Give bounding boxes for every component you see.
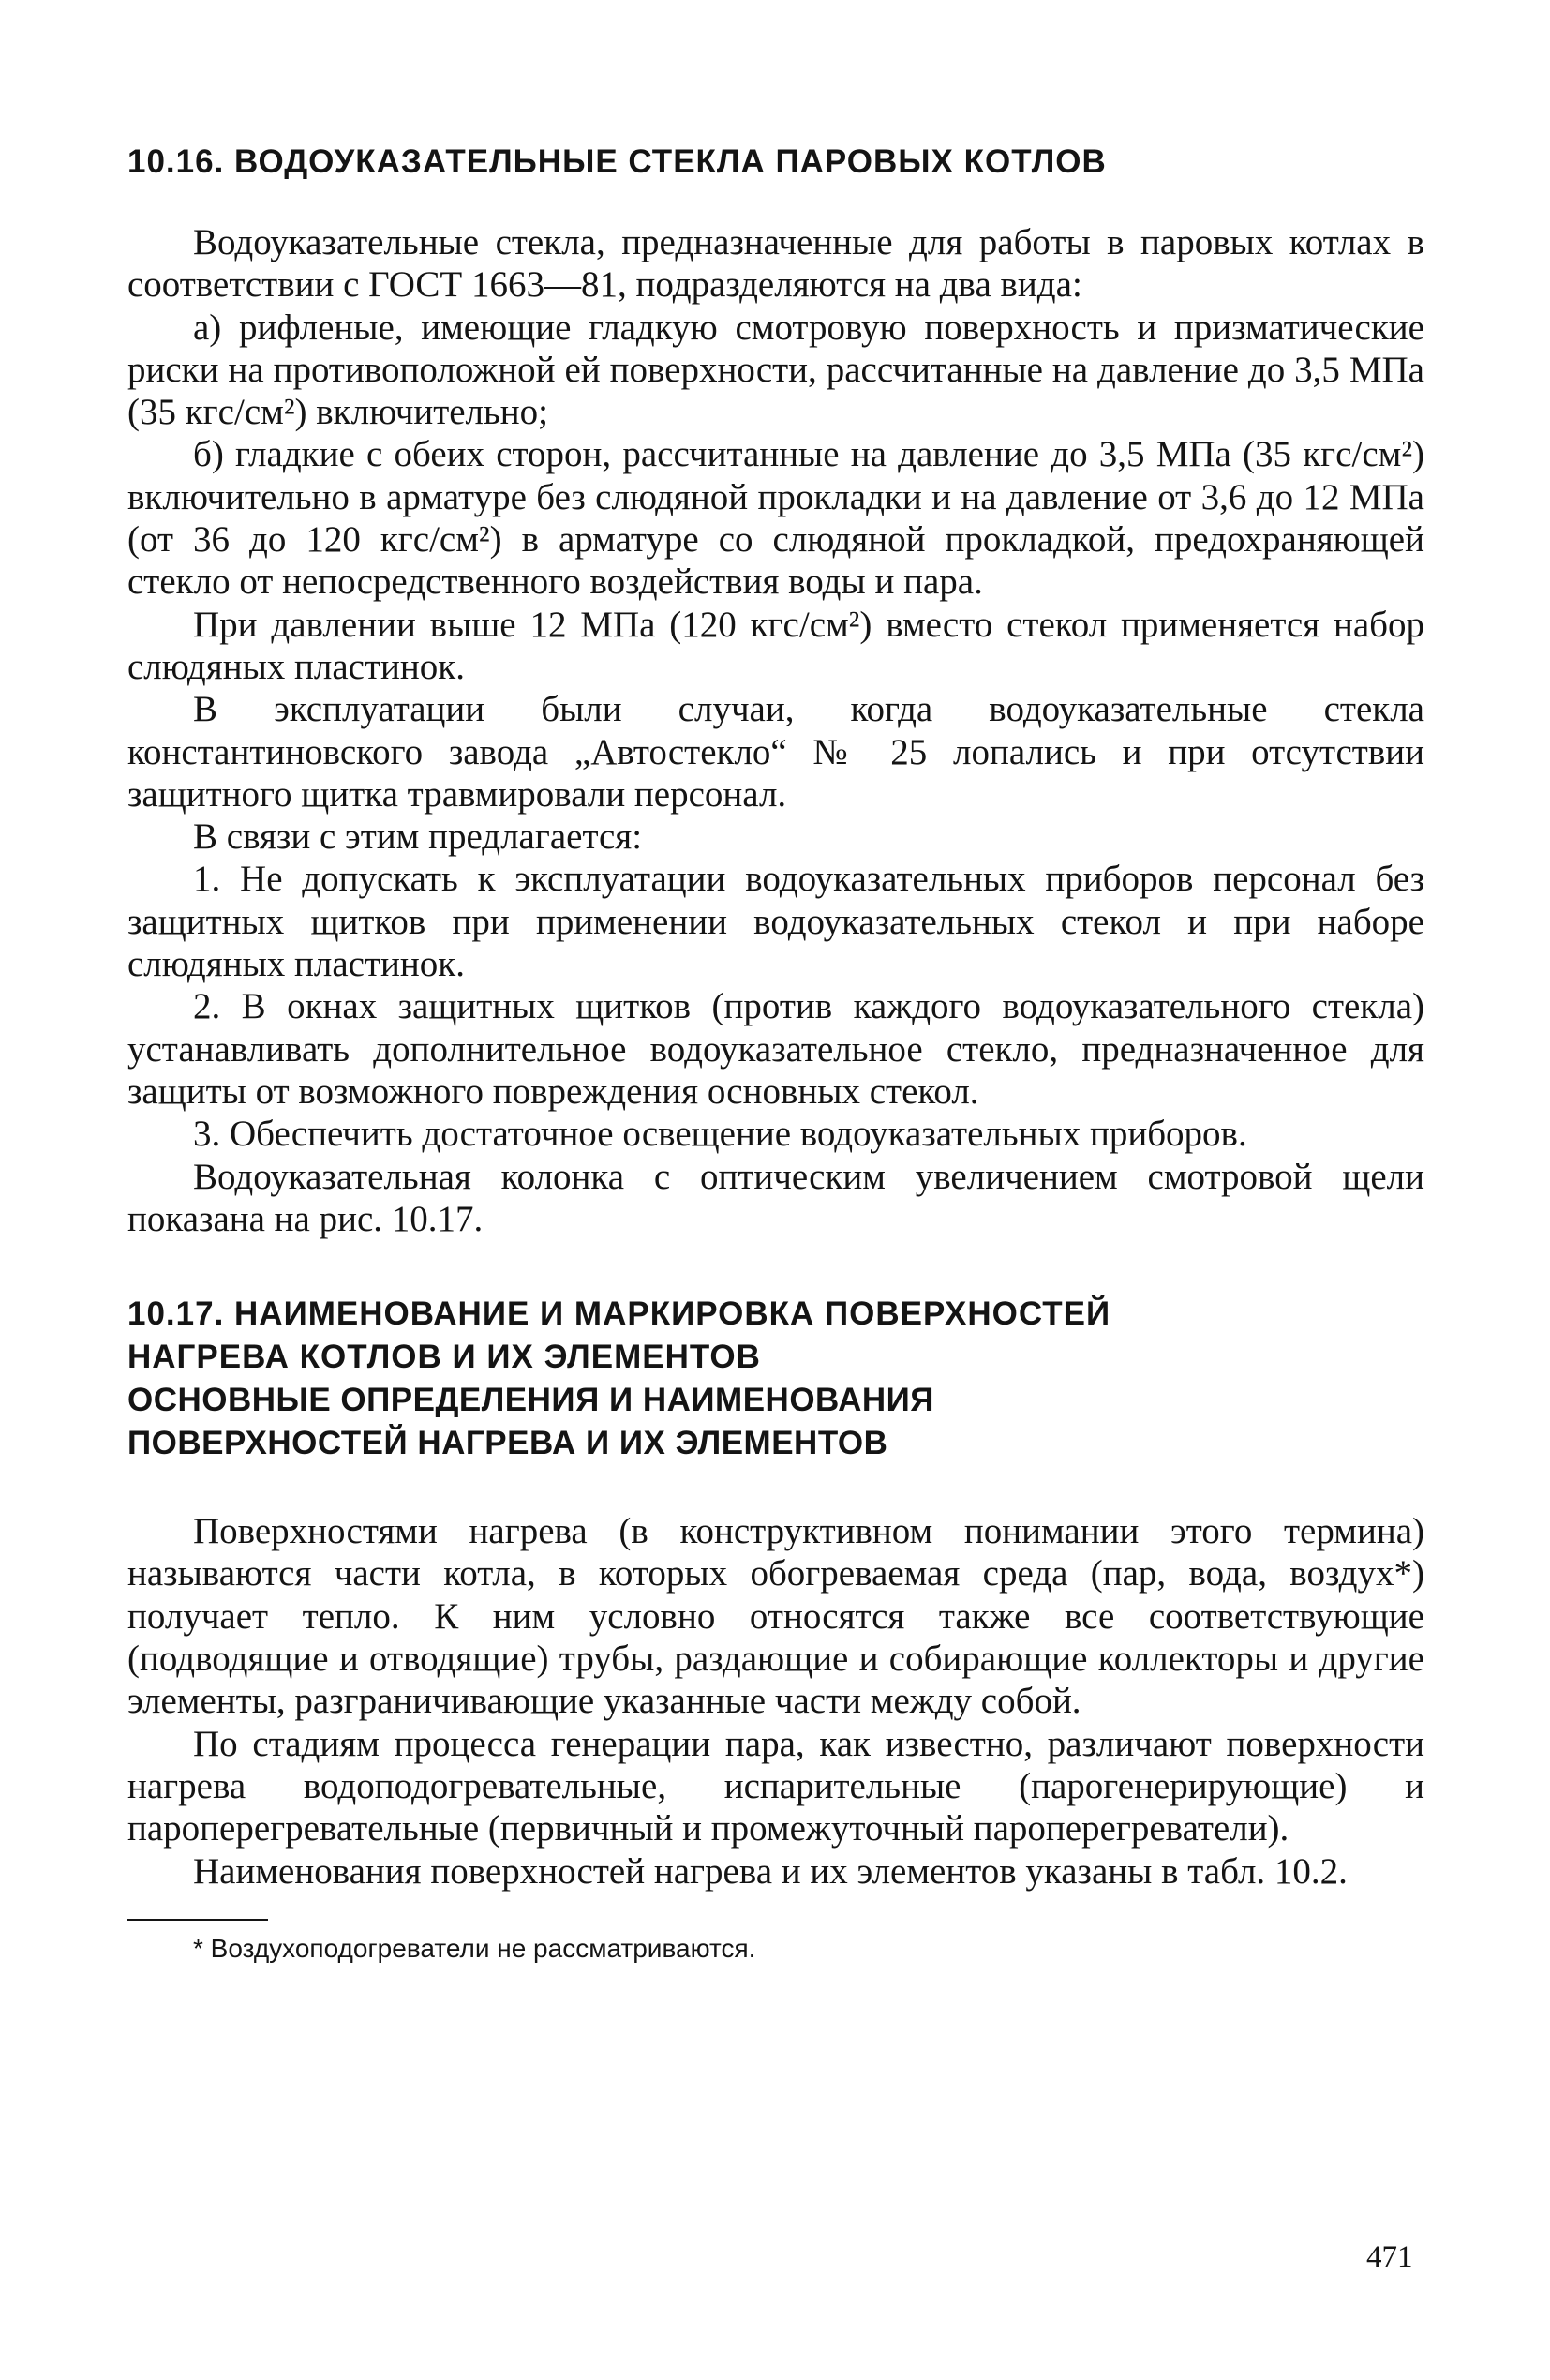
list-item-b: б) гладкие с обеих сторон, рассчитанные на давление до 3,5 МПа (35 кгс/см²) включительно в арматуре без слюдяной прокладки и на давление от 3,6 до 12 МПа (от 36 до 120 кгс/см²) в арматуре со слюдяной прокладкой, предохраняющей стекло от непосредственного воздействия воды и пара. bbox=[127, 434, 1424, 603]
section-10-17-heading-line2: НАГРЕВА КОТЛОВ И ИХ ЭЛЕМЕНТОВ bbox=[127, 1339, 761, 1376]
page-content bbox=[127, 141, 1424, 1968]
paragraph: Водоуказательная колонка с оптическим увеличением смотровой щели показана на рис. 10.17. bbox=[127, 1156, 1424, 1239]
section-10-17-heading bbox=[127, 1293, 1424, 1379]
subheading-line1: ОСНОВНЫЕ ОПРЕДЕЛЕНИЯ И НАИМЕНОВАНИЯ bbox=[127, 1382, 934, 1419]
subheading-line2: ПОВЕРХНОСТЕЙ НАГРЕВА И ИХ ЭЛЕМЕНТОВ bbox=[127, 1425, 888, 1462]
section-10-17-heading-line1: 10.17. НАИМЕНОВАНИЕ И МАРКИРОВКА ПОВЕРХНОСТЕЙ bbox=[127, 1295, 1111, 1333]
list-item-a: а) рифленые, имеющие гладкую смотровую поверхность и призматические риски на противоположной ей поверхности, рассчитанные на давление до 3,5 МПа (35 кгс/см²) включительно; bbox=[127, 307, 1424, 433]
footnote: * Воздухоподогреватели не рассматриваются. bbox=[193, 1933, 756, 1963]
paragraph: В эксплуатации были случаи, когда водоуказательные стекла константиновского завода „Автостекло“ № 25 лопались и при отсутствии защитного щитка травмировали персонал. bbox=[127, 689, 1424, 815]
section-10-17-subheading bbox=[127, 1379, 1424, 1465]
paragraph: Водоуказательные стекла, предназначенные для работы в паровых котлах в соответствии с ГОСТ 1663—81, подразделяются на два вида: bbox=[127, 222, 1424, 306]
section-10-16-heading: 10.16. ВОДОУКАЗАТЕЛЬНЫЕ СТЕКЛА ПАРОВЫХ КОТЛОВ bbox=[127, 143, 1107, 180]
page-number: 471 bbox=[1366, 2240, 1413, 2274]
paragraph: Поверхностями нагрева (в конструктивном понимании этого термина) называются части котла, в которых обогреваемая среда (пар, вода, воздух*) получает тепло. К ним условно относятся также все соответствующие (подводящие и отводящие) трубы, раздающие и собирающие коллекторы и другие элементы, разграничивающие указанные части между собой. bbox=[127, 1511, 1424, 1722]
numbered-item-1: 1. Не допускать к эксплуатации водоуказательных приборов персонал без защитных щитков при применении водоуказательных стекол и при наборе слюдяных пластинок. bbox=[127, 859, 1424, 985]
numbered-item-3: 3. Обеспечить достаточное освещение водоуказательных приборов. bbox=[193, 1114, 1247, 1155]
footnote-divider bbox=[127, 1919, 268, 1921]
paragraph: Наименования поверхностей нагрева и их элементов указаны в табл. 10.2. bbox=[193, 1850, 1348, 1892]
paragraph: При давлении выше 12 МПа (120 кгс/см²) вместо стекол применяется набор слюдяных пластинок. bbox=[127, 604, 1424, 687]
paragraph: В связи с этим предлагается: bbox=[193, 816, 643, 858]
numbered-item-2: 2. В окнах защитных щитков (против каждого водоуказательного стекла) устанавливать дополнительное водоуказательное стекло, предназначенное для защиты от возможного повреждения основных стекол. bbox=[127, 986, 1424, 1112]
paragraph: По стадиям процесса генерации пара, как известно, различают поверхности нагрева водоподогревательные, испарительные (парогенерирующие) и пароперегревательные (первичный и промежуточный пароперегреватели). bbox=[127, 1723, 1424, 1849]
